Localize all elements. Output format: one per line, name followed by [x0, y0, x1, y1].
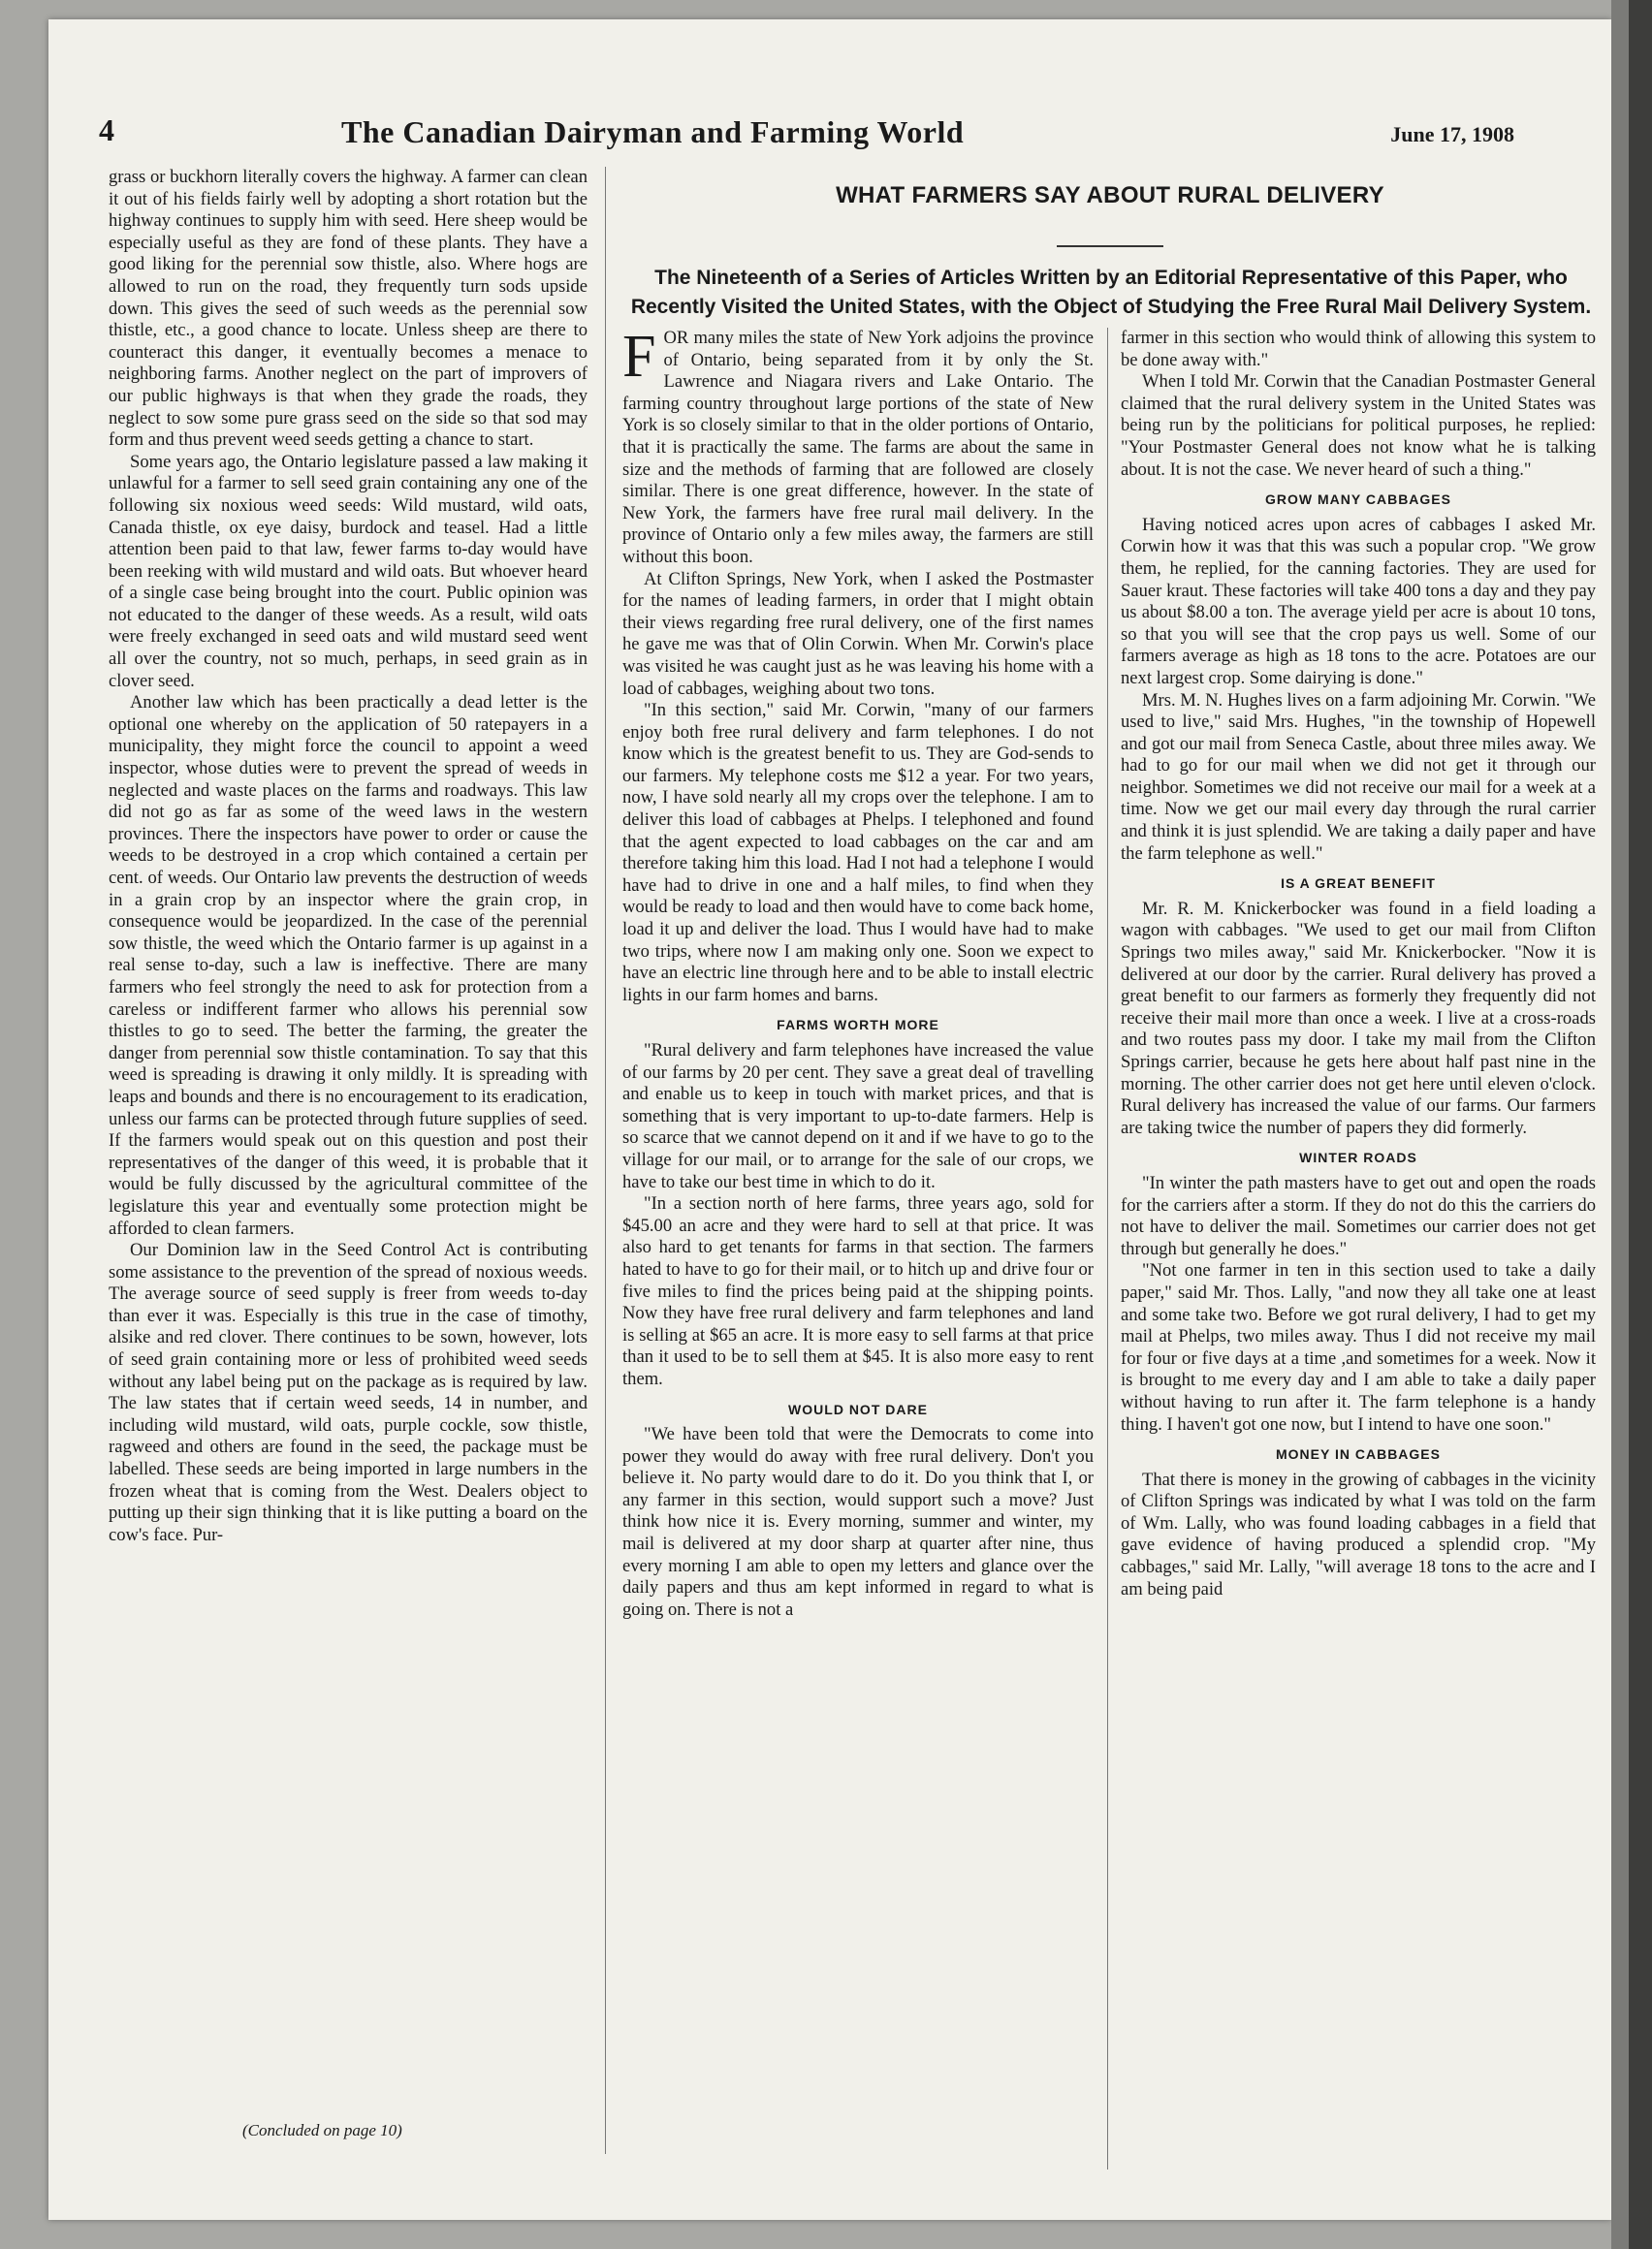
paper-title: The Canadian Dairyman and Farming World: [341, 114, 965, 149]
left-paragraph: grass or buckhorn literally covers the highway. A farmer can clean it out of his fields fairly well by adopting a short rotation but the highway continues to supply him with seed. Here sheep would be especially useful as they are fond of these plants. They have a good liking for the perennial sow thistle, also. Where hogs are allowed to run on the road, they frequently turn sods upside down. This gives the seed of such weeds as the perennial sow thistle, etc., a good chance to locate. Unless sheep are there to counteract this danger, it eventually becomes a menace to neighboring farms. Another neglect on the part of improvers of our public highways is that when they grade the roads, they neglect to sow some pure grass seed on the side so that sod may form and thus prevent weed seeds getting a chance to start.: [109, 167, 588, 451]
article-paragraph: Having noticed acres upon acres of cabbages I asked Mr. Corwin how it was that this was such a popular crop. "We grow them, he replied, for the canning factories. They are used for Sauer kraut. These factories will take 400 tons a day and they pay us about $8.00 a ton. The average yield per acre is about 10 tons, so that you will see that the crop pays us well. Some of our farmers average as high as 18 tons to the acre. Potatoes are our next largest crop. Some dairying is done.": [1121, 514, 1596, 688]
scan-edge-shadow: [1611, 0, 1629, 2249]
article-headline: WHAT FARMERS SAY ABOUT RURAL DELIVERY: [836, 182, 1384, 208]
column-rule: [605, 167, 606, 2154]
issue-date: June 17, 1908: [1390, 122, 1514, 146]
article-paragraph: Mr. R. M. Knickerbocker was found in a field loading a wagon with cabbages. "We used to get our mail from Clifton Springs two miles away," said Mr. Knickerbocker. "Now it is delivered at our door by the carrier. Rural delivery has proved a great benefit to our farmers as formerly they frequently did not receive their mail more than once a week. I live at a cross-roads and two routes pass my door. I take my mail from the Clifton Springs carrier, because he gets here about half past nine in the morning. The other carrier does not get here until eleven o'clock. Rural delivery has increased the value of our farms. Our farmers are taking twice the number of papers they did formerly.: [1121, 898, 1596, 1138]
article-paragraph: "In this section," said Mr. Corwin, "many of our farmers enjoy both free rural delivery and farm telephones. I do not know which is the greatest benefit to us. They are God-sends to our farmers. My telephone costs me $12 a year. For two years, now, I have sold nearly all my crops over the telephone. I am to deliver this load of cabbages at Phelps. I telephoned and found that the agent expected to load cabbages on the car and am therefore taking him this load. Had I not had a telephone I would have had to drive in one and a half miles, to find when they would be ready to load and then would have to come back home, load it up and deliver the load. Thus I would have had to make two trips, where now I am making only one. Soon we expect to have an electric line through here and to be able to install electric lights in our farm homes and barns.: [622, 700, 1094, 1005]
left-column: [109, 167, 588, 2173]
page-header: [99, 109, 1553, 159]
headline-divider: [1057, 245, 1163, 247]
article-paragraph: Mrs. M. N. Hughes lives on a farm adjoining Mr. Corwin. "We used to live," said Mrs. Hughes, "in the township of Hopewell and got our mail from Seneca Castle, about three miles away. We had to go for our mail when we did not get it through our neighbor. Sometimes we did not receive our mail for a week at a time. Now we get our mail every day through the rural carrier and think it is just splendid. We are taking a daily paper and have the farm telephone as well.": [1121, 689, 1596, 864]
article-paragraph: "Rural delivery and farm telephones have increased the value of our farms by 20 per cent. They save a great deal of travelling and enable us to keep in touch with market prices, and that is something that is very important to up-to-date farmers. Help is so scarce that we cannot depend on it and if we have to go to the village for our mail, or to arrange for the sale of our crops, we have to take our best time in which to do it.: [622, 1040, 1094, 1192]
article-paragraph: That there is money in the growing of cabbages in the vicinity of Clifton Springs was indicated by what I was told on the farm of Wm. Lally, who was found loading cabbages in a field that gave evidence of having produced a splendid crop. "My cabbages," said Mr. Lally, "will average 18 tons to the acre and I am being paid: [1121, 1469, 1596, 1600]
section-heading: FARMS WORTH MORE: [777, 1017, 939, 1033]
article-paragraph: At Clifton Springs, New York, when I asked the Postmaster for the names of leading farmers, in order that I might obtain their views regarding free rural delivery, one of the first names he gave me was that of Olin Corwin. When Mr. Corwin's place was visited he was caught just as he was leaving his home with a load of cabbages, weighing about two tons.: [622, 568, 1094, 699]
drop-cap: F: [622, 324, 656, 390]
section-heading: GROW MANY CABBAGES: [1265, 491, 1451, 508]
newspaper-page: [48, 19, 1611, 2220]
left-paragraph: Our Dominion law in the Seed Control Act is contributing some assistance to the prevention of the spread of noxious weeds. The average source of seed supply is freer from weeds to-day than ever it was. Especially is this true in the case of timothy, alsike and red clover. There continues to be sown, however, lots of seed grain containing more or less of prohibited weed seeds without any label being put on the package as is required by law. The law states that if certain weed seeds, 14 in number, and including wild mustard, wild oats, purple cockle, sow thistle, ragweed and others are found in the seed, the package must be labelled. These seeds are being imported in large numbers in the frozen wheat that is coming from the West. Dealers object to putting up their sign thinking that it is like putting a board on the cow's face. Pur-: [109, 1240, 588, 1545]
article-column-3: [1121, 328, 1596, 2179]
column-rule: [1107, 328, 1108, 2170]
section-heading: WOULD NOT DARE: [788, 1401, 928, 1417]
page-number: 4: [99, 112, 114, 147]
left-paragraph: Another law which has been practically a dead letter is the optional one whereby on the application of 50 ratepayers in a municipality, they might force the council to appoint a weed inspector, whose duties were to prevent the spread of weeds in neglected and waste places on the farms and roadways. This law did not go as far as some of the weed laws in the western provinces. There the inspectors have power to order or cause the weeds to be destroyed in a crop which contained a certain per cent. of weeds. Our Ontario law prevents the destruction of weeds in a grain crop by an inspector where the grain crop, in consequence would be jeopardized. In the case of the perennial sow thistle, the weed which the Ontario farmer is up against in a real sense to-day, such a law is ineffective. There are many farmers who feel strongly the need to ask for protection from a careless or indifferent farmer who allows his perennial sow thistles to go to seed. The better the farming, the greater the danger from perennial sow thistle contamination. To say that this weed is spreading is drawing it only mildly. It is spreading with leaps and bounds and there is no encouragement to its eradication, unless our farms can be protected through future supplies of seed. If the farmers would speak out on this question and post their representatives of the danger of this weed, it is probable that it would be fully discussed by the agricultural committee of the legislature this year and eventually some protection might be afforded to clean farmers.: [109, 692, 588, 1239]
section-heading: WINTER ROADS: [1299, 1150, 1417, 1166]
article-paragraph: "Not one farmer in ten in this section used to take a daily paper," said Mr. Thos. Lally, "and now they all take one at least and some take two. Before we got rural delivery, I had to get my mail at Phelps, two miles away. Thus I did not receive my mail for four or five days at a time ,and sometimes for a week. Now it is brought to me every day and I am able to take a daily paper without having to run after it. The farm telephone is a handy thing. I haven't got one now, but I intend to have one soon.": [1121, 1260, 1596, 1435]
section-heading: IS A GREAT BENEFIT: [1281, 875, 1436, 892]
article-paragraph: "We have been told that were the Democrats to come into power they would do away with free rural delivery. Don't you believe it. No party would dare to do it. Do you think that I, or any farmer in this section, would support such a move? Just think how nice it is. Every morning, summer and winter, my mail is delivered at my door sharp at quarter after nine, thus every morning I am able to open my letters and glance over the daily papers and thus am kept informed in regard to what is going on. There is not a: [622, 1424, 1094, 1620]
article-column-2: [622, 324, 1094, 2179]
article-subhead: The Nineteenth of a Series of Articles Written by an Editorial Representative of this Paper, who Recently Visited the United States, with the Object of Studying the Free Rural Mail Delivery System.: [630, 267, 1592, 318]
scan-edge: [1629, 0, 1652, 2249]
continued-note: (Concluded on page 10): [242, 2121, 402, 2139]
article-paragraph: When I told Mr. Corwin that the Canadian Postmaster General claimed that the rural delivery system in the United States was being run by the politicians for political purposes, he replied: "Your Postmaster General does not know what he is talking about. It is not the case. We never heard of such a thing.": [1121, 371, 1596, 480]
article-paragraph: FOR many miles the state of New York adjoins the province of Ontario, being separated from it by only the St. Lawrence and Niagara rivers and Lake Ontario. The farming country throughout large portions of the state of New York is so closely similar to that in the older portions of Ontario, that it is practically the same. The farms are about the same in size and the methods of farming that are followed are closely similar. There is one great difference, however. In the state of New York, the farmers have free rural mail delivery. In the province of Ontario only a few miles away, the farmers are still without this boon.: [622, 324, 1094, 567]
article-paragraph: "In a section north of here farms, three years ago, sold for $45.00 an acre and they were hard to sell at that price. It was also hard to get tenants for farms in that section. The farmers hated to have to go for their mail, or to hitch up and drive four or five miles to find the prices being paid at the shipping points. Now they have free rural delivery and farm telephones and land is selling at $65 an acre. It is more easy to sell farms at that price than it used to be to sell them at $45. It is also more easy to rent them.: [622, 1193, 1094, 1389]
article-paragraph: "In winter the path masters have to get out and open the roads for the carriers after a storm. If they do not do this the carriers do not have to deliver the mail. Sometimes our carrier does not get through but generally he does.": [1121, 1172, 1596, 1259]
section-heading: MONEY IN CABBAGES: [1276, 1446, 1441, 1463]
left-paragraph: Some years ago, the Ontario legislature passed a law making it unlawful for a farmer to sell seed grain containing any one of the following six noxious weed seeds: Wild mustard, wild oats, Canada thistle, ox eye daisy, burdock and teasel. Had a little attention been paid to that law, fewer farms to-day would have been reeking with wild mustard and wild oats. But whoever heard of a single case being brought into the court. Public opinion was not educated to the danger of these weeds. As a result, wild oats were freely exchanged in seed oats and wild mustard seed went all over the country, not so much, perhaps, in seed grain as in clover seed.: [109, 451, 588, 691]
article-paragraph: farmer in this section who would think of allowing this system to be done away with.": [1121, 328, 1596, 370]
